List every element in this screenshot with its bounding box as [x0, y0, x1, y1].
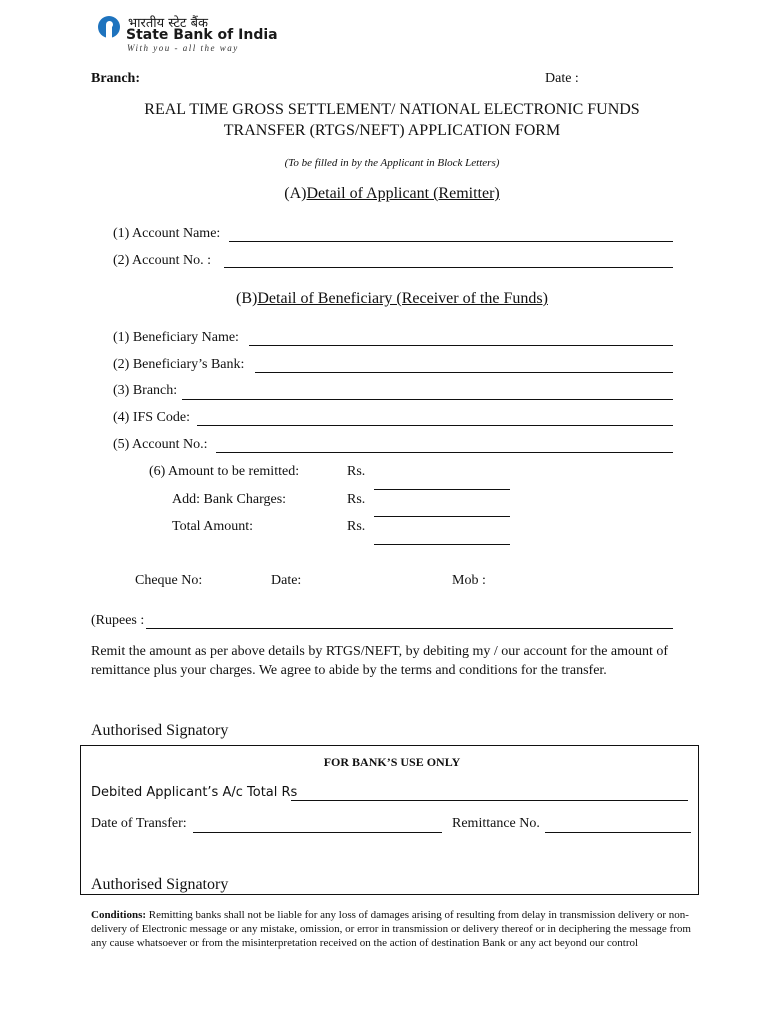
- form-title-line1: REAL TIME GROSS SETTLEMENT/ NATIONAL ELECTRONIC FUNDS: [144, 101, 640, 118]
- cheque-no-label: Cheque No:: [135, 573, 203, 588]
- bank-name-hindi: भारतीय स्टेट बैंक: [128, 16, 208, 31]
- section-b-heading: [0, 290, 768, 308]
- authorised-signatory-label: Authorised Signatory: [91, 722, 229, 739]
- amount-remitted-field[interactable]: [374, 489, 510, 490]
- amount-remitted-currency: Rs.: [347, 464, 366, 479]
- account-no-label: (2) Account No. :: [113, 253, 211, 268]
- beneficiary-account-no-field[interactable]: [216, 452, 673, 453]
- conditions-label: Conditions:: [91, 909, 147, 921]
- mobile-label: Mob :: [452, 573, 486, 588]
- total-amount-label: Total Amount:: [172, 519, 254, 534]
- section-a-heading: [0, 185, 768, 203]
- rupees-label: (Rupees :: [91, 613, 145, 628]
- rupees-in-words-field[interactable]: [146, 628, 673, 629]
- section-b-title: Detail of Beneficiary (Receiver of the Funds): [257, 290, 548, 307]
- branch-field-label: (3) Branch:: [113, 383, 178, 398]
- conditions-text: [91, 908, 697, 950]
- bank-name: State Bank of India: [126, 27, 278, 43]
- cheque-date-label: Date:: [271, 573, 302, 588]
- sbi-logo-icon: [98, 16, 120, 38]
- account-no-field[interactable]: [224, 267, 673, 268]
- beneficiary-account-no-label: (5) Account No.:: [113, 437, 208, 452]
- account-name-field[interactable]: [229, 241, 673, 242]
- beneficiary-bank-label: (2) Beneficiary’s Bank:: [113, 357, 245, 372]
- beneficiary-bank-field[interactable]: [255, 372, 673, 373]
- total-amount-field[interactable]: [374, 544, 510, 545]
- branch-field[interactable]: [182, 399, 673, 400]
- conditions-body: Remitting banks shall not be liable for any loss of damages arising of resulting from delay in transmission delivery or non-delivery of Electronic message or any mistake, omission, or error in transmission or delivery thereof or in deciphering the message from any cause whatsoever or from the misinterpretation received on the action of destination Bank or any act beyond our control: [91, 909, 691, 949]
- beneficiary-name-field[interactable]: [249, 345, 673, 346]
- bank-authorised-signatory-label: Authorised Signatory: [91, 876, 229, 893]
- ifs-code-field[interactable]: [197, 425, 673, 426]
- date-label: Date :: [545, 71, 579, 86]
- debited-total-field[interactable]: [291, 800, 688, 801]
- bank-tagline: With you - all the way: [127, 43, 239, 53]
- bank-charges-currency: Rs.: [347, 492, 366, 507]
- bank-charges-label: Add: Bank Charges:: [172, 492, 287, 507]
- declaration-text: Remit the amount as per above details by RTGS/NEFT, by debiting my / our account for the amount of remittance plus your charges. We agree to abide by the terms and conditions for the transfer.: [91, 644, 669, 678]
- ifs-code-label: (4) IFS Code:: [113, 410, 190, 425]
- bank-charges-field[interactable]: [374, 516, 510, 517]
- form-instruction: (To be filled in by the Applicant in Block Letters): [284, 157, 500, 169]
- date-of-transfer-label: Date of Transfer:: [91, 816, 187, 831]
- section-b-prefix: (B): [236, 290, 258, 307]
- section-a-prefix: (A): [284, 185, 307, 202]
- beneficiary-name-label: (1) Beneficiary Name:: [113, 330, 239, 345]
- debited-total-label: Debited Applicant’s A/c Total Rs: [91, 785, 298, 800]
- remittance-no-field[interactable]: [545, 832, 691, 833]
- amount-remitted-label: (6) Amount to be remitted:: [149, 464, 300, 479]
- total-amount-currency: Rs.: [347, 519, 366, 534]
- account-name-label: (1) Account Name:: [113, 226, 221, 241]
- date-of-transfer-field[interactable]: [193, 832, 442, 833]
- bank-use-heading: FOR BANK’S USE ONLY: [323, 755, 461, 769]
- section-a-title: Detail of Applicant (Remitter): [306, 185, 500, 202]
- branch-label: Branch:: [91, 71, 140, 86]
- form-title-line2: TRANSFER (RTGS/NEFT) APPLICATION FORM: [223, 122, 561, 139]
- remittance-no-label: Remittance No.: [452, 816, 540, 831]
